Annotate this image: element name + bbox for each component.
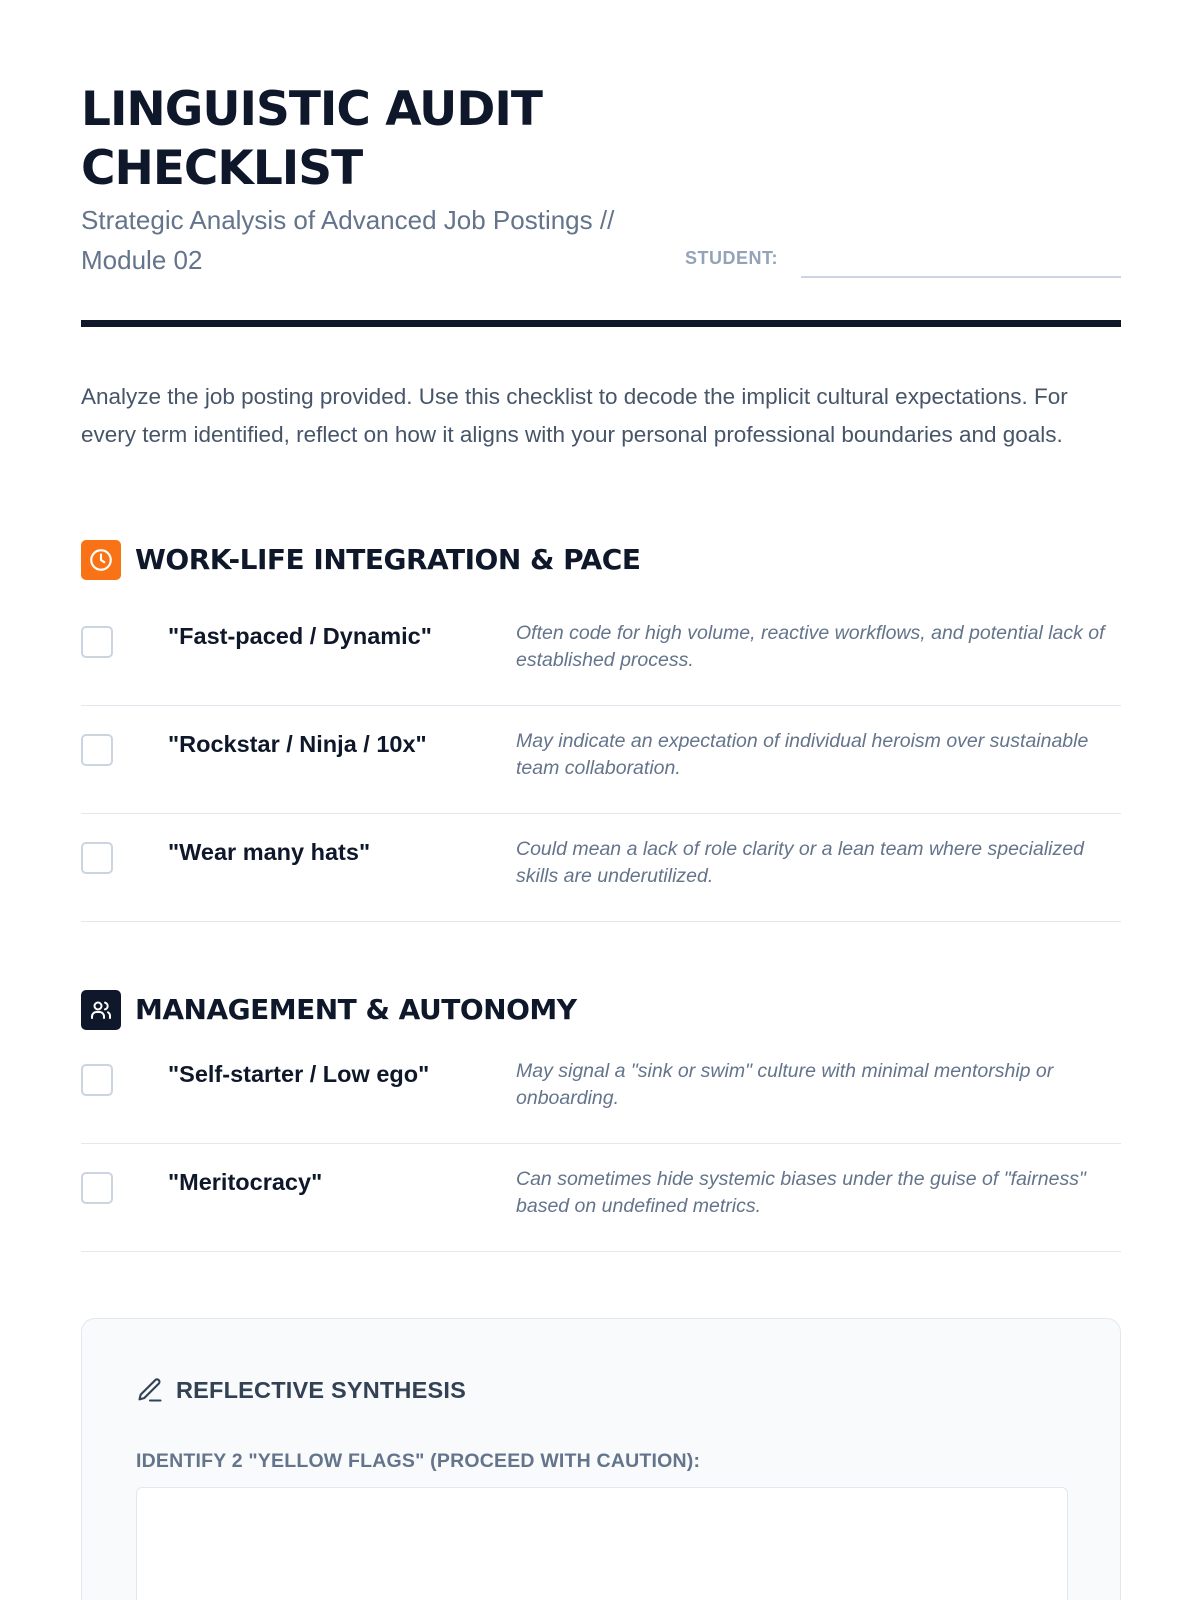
checklist-term: "Fast-paced / Dynamic"	[168, 623, 432, 649]
page-subtitle: Strategic Analysis of Advanced Job Postings // Module 02	[81, 205, 615, 275]
checklist-checkbox[interactable]	[81, 842, 113, 874]
checklist-term: "Self-starter / Low ego"	[168, 1061, 430, 1087]
checklist-item-self-starter	[81, 1036, 1121, 1144]
checklist-item-fast-paced	[81, 598, 1121, 706]
checklist-note: May signal a "sink or swim" culture with minimal mentorship or onboarding.	[516, 1060, 1054, 1109]
checklist-checkbox[interactable]	[81, 734, 113, 766]
section-header-work-life	[81, 540, 1121, 580]
section-header-management	[81, 990, 1121, 1030]
checklist-item-rockstar	[81, 706, 1121, 814]
checklist-checkbox[interactable]	[81, 1064, 113, 1096]
clock-icon	[81, 540, 121, 580]
worksheet-page	[81, 0, 1121, 1600]
checklist-term: "Wear many hats"	[168, 839, 371, 865]
page-title: LINGUISTIC AUDIT CHECKLIST	[81, 82, 542, 196]
checklist-checkbox[interactable]	[81, 1172, 113, 1204]
checklist-note: Could mean a lack of role clarity or a lean team where specialized skills are underutilized.	[516, 838, 1084, 887]
header-divider	[81, 320, 1121, 327]
checklist-term: "Meritocracy"	[168, 1169, 323, 1195]
yellow-flags-input[interactable]	[136, 1487, 1068, 1600]
reflective-synthesis-panel	[81, 1318, 1121, 1600]
checklist-item-meritocracy	[81, 1144, 1121, 1252]
checklist-term: "Rockstar / Ninja / 10x"	[168, 731, 427, 757]
users-icon	[81, 990, 121, 1030]
checklist-note: Can sometimes hide systemic biases under the guise of "fairness" based on undefined metrics.	[516, 1168, 1086, 1217]
student-label: STUDENT:	[685, 248, 778, 268]
instructions-text: Analyze the job posting provided. Use this checklist to decode the implicit cultural expectations. For every term identified, reflect on how it aligns with your personal professional boundaries and goals.	[81, 384, 1068, 447]
section-title: MANAGEMENT & AUTONOMY	[135, 993, 577, 1026]
synthesis-title: REFLECTIVE SYNTHESIS	[176, 1377, 466, 1403]
checklist-item-many-hats	[81, 814, 1121, 922]
section-title: WORK-LIFE INTEGRATION & PACE	[135, 543, 641, 576]
checklist-note: Often code for high volume, reactive workflows, and potential lack of established process.	[516, 622, 1105, 671]
checklist-checkbox[interactable]	[81, 626, 113, 658]
student-name-field[interactable]	[801, 276, 1121, 278]
checklist-note: May indicate an expectation of individual heroism over sustainable team collaboration.	[516, 730, 1089, 779]
pencil-icon	[136, 1376, 164, 1404]
yellow-flags-label: IDENTIFY 2 "YELLOW FLAGS" (PROCEED WITH CAUTION):	[136, 1450, 701, 1472]
